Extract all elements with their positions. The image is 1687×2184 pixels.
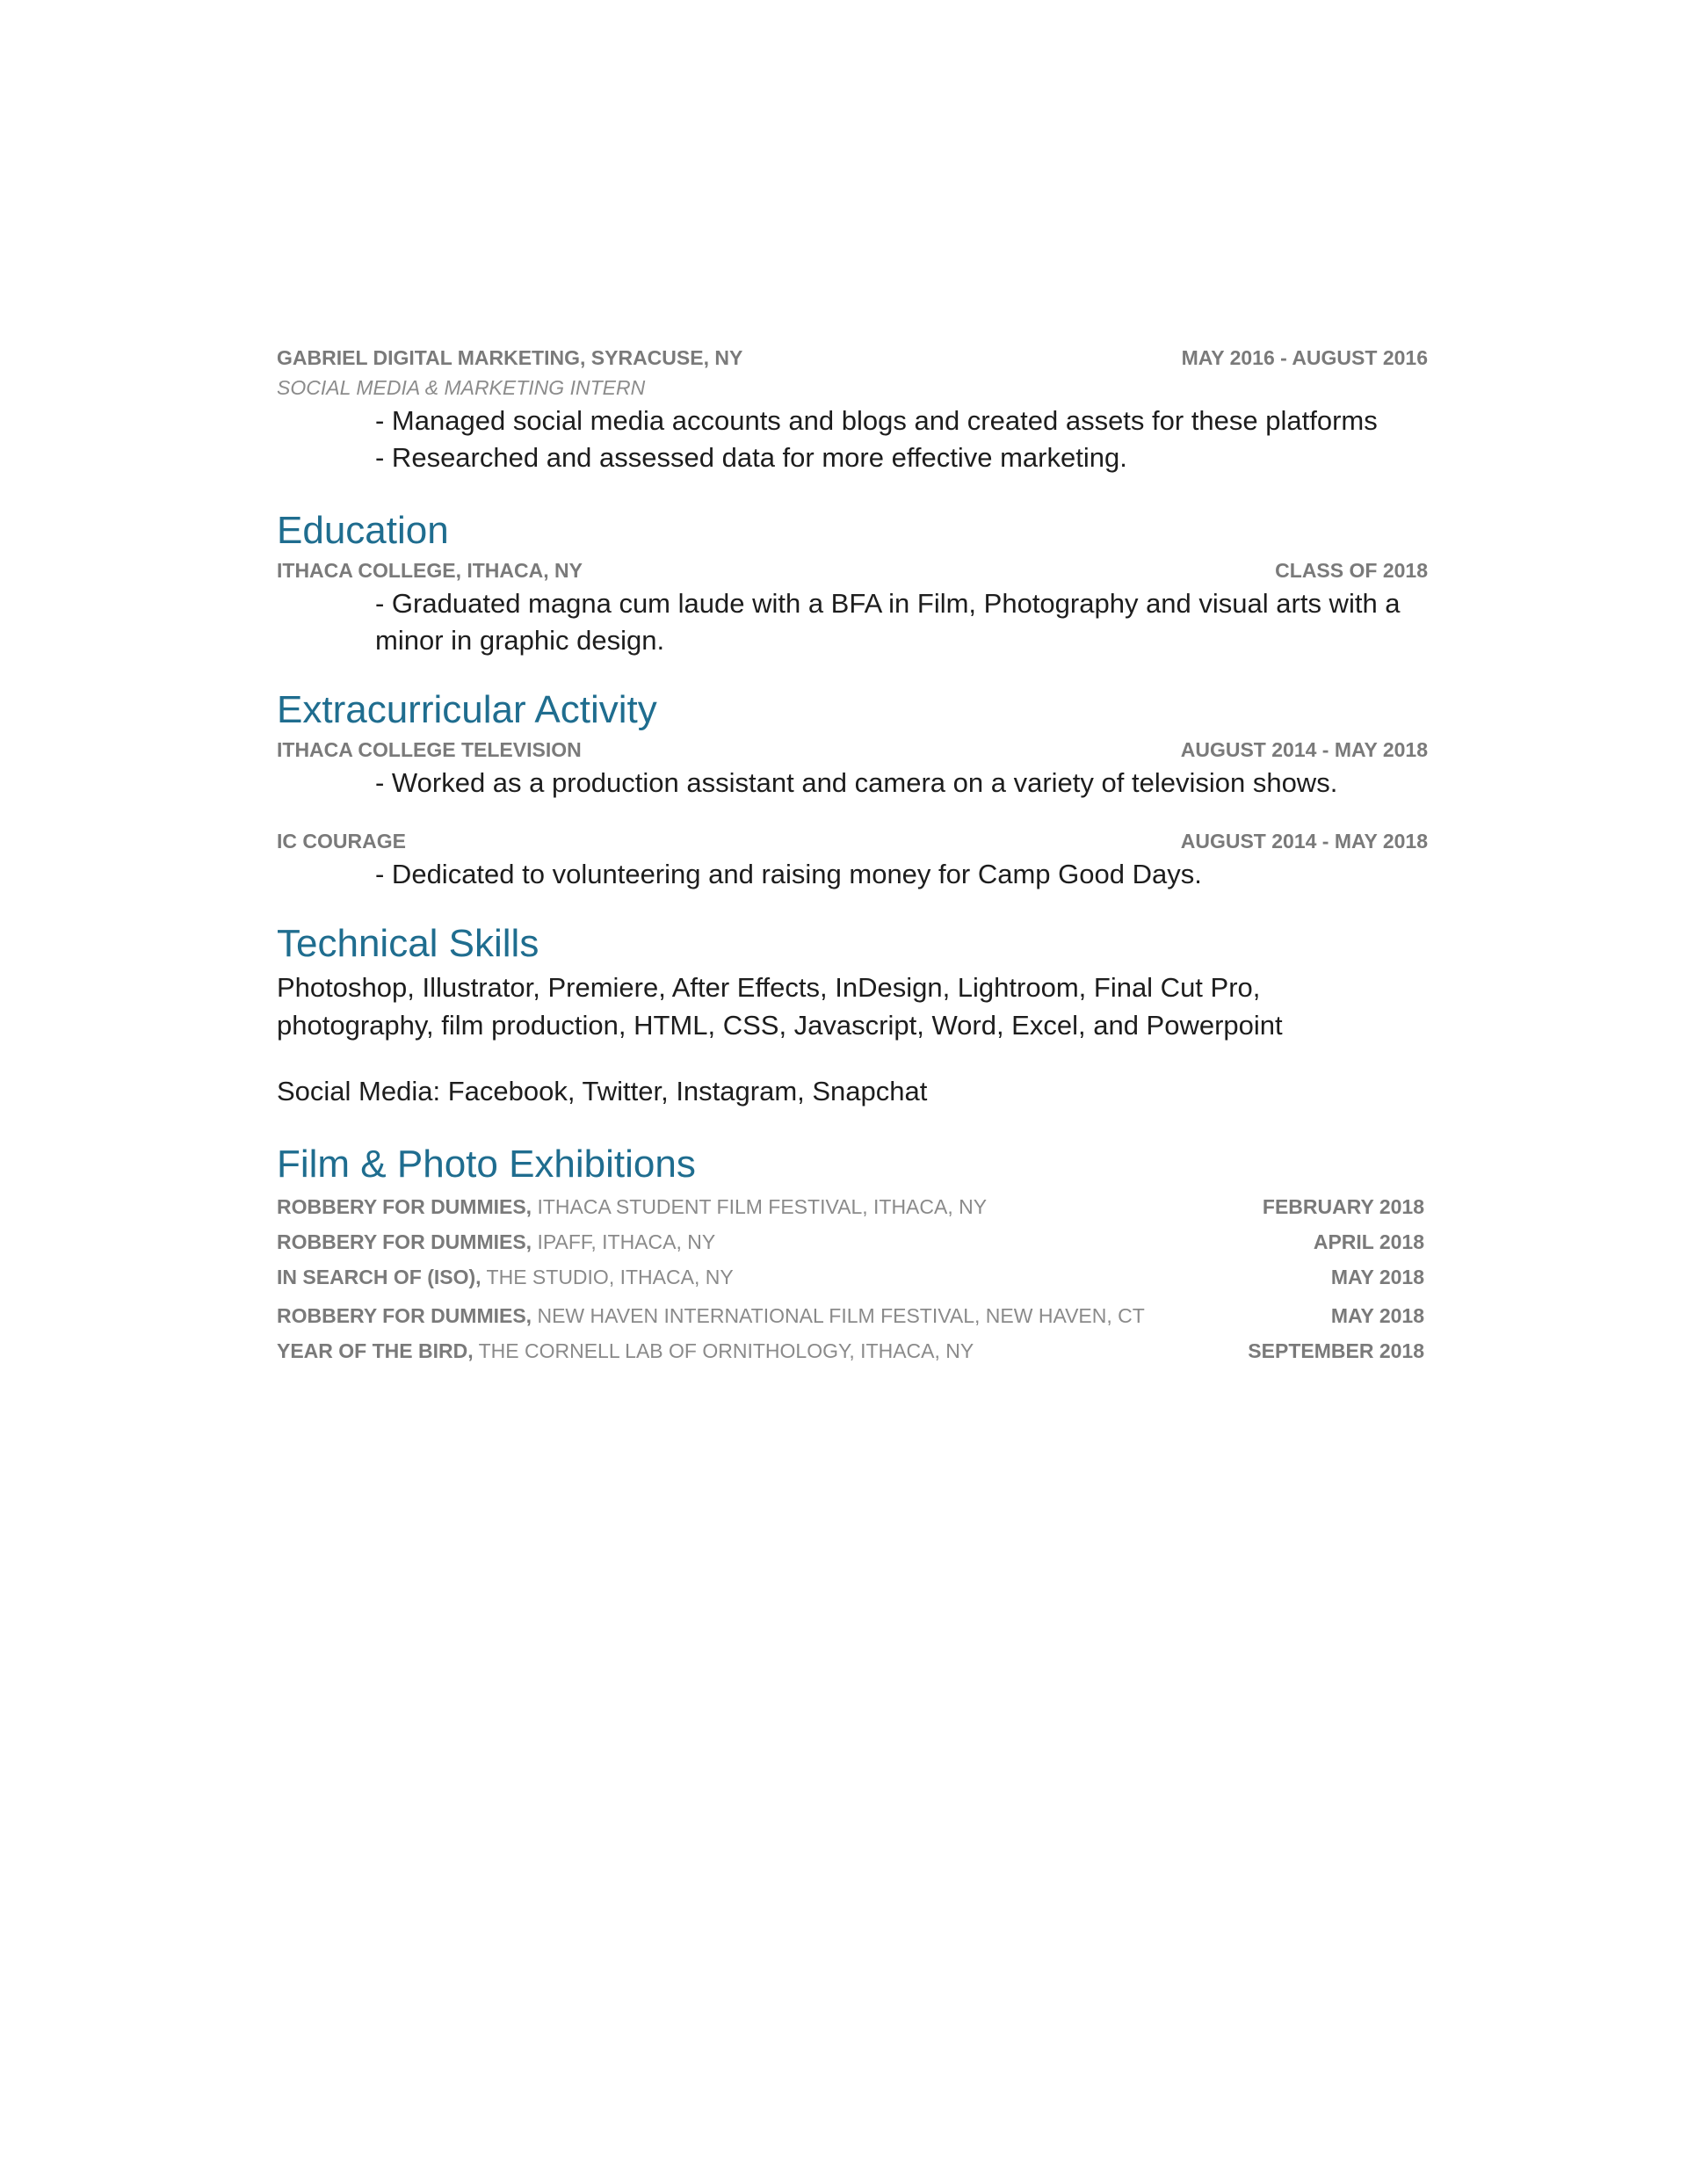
education-dates: CLASS OF 2018	[1275, 559, 1428, 582]
work-entry-header	[277, 343, 1428, 373]
skills-line: photography, film production, HTML, CSS, Javascript, Word, Excel, and Powerpoint	[277, 1010, 1283, 1041]
exhibition-row	[277, 1189, 1428, 1224]
work-title: SOCIAL MEDIA & MARKETING INTERN	[277, 376, 646, 399]
education-header	[277, 555, 1428, 585]
exhibition-date: FEBRUARY 2018	[1262, 1195, 1424, 1218]
activity-dates: AUGUST 2014 - MAY 2018	[1180, 738, 1428, 761]
exhibition-title: ROBBERY FOR DUMMIES,	[277, 1195, 532, 1218]
work-bullet: - Researched and assessed data for more effective marketing.	[375, 442, 1127, 473]
exhibition-date: MAY 2018	[1330, 1304, 1424, 1327]
activity-name: IC COURAGE	[277, 830, 406, 853]
education-bullet: - Graduated magna cum laude with a BFA in Film, Photography and visual arts with a	[375, 588, 1401, 619]
activity-bullet: - Worked as a production assistant and camera on a variety of television shows.	[375, 767, 1338, 798]
extracurricular-heading: Extracurricular Activity	[277, 688, 657, 731]
activity-bullet: - Dedicated to volunteering and raising money for Camp Good Days.	[375, 859, 1202, 889]
exhibition-row	[277, 1259, 1428, 1295]
exhibition-venue: NEW HAVEN INTERNATIONAL FILM FESTIVAL, NEW HAVEN, CT	[532, 1304, 1145, 1327]
skills-heading: Technical Skills	[277, 922, 539, 965]
social-media-line: Social Media: Facebook, Twitter, Instagram, Snapchat	[277, 1076, 928, 1107]
exhibition-row	[277, 1224, 1428, 1259]
exhibitions-heading: Film & Photo Exhibitions	[277, 1143, 696, 1186]
exhibition-date: APRIL 2018	[1313, 1230, 1424, 1253]
work-bullet: - Managed social media accounts and blogs and created assets for these platforms	[375, 405, 1378, 436]
exhibition-title: IN SEARCH OF (ISO),	[277, 1266, 481, 1288]
activity-header	[277, 735, 1428, 765]
exhibition-date: MAY 2018	[1330, 1266, 1424, 1288]
exhibition-row	[277, 1298, 1428, 1333]
exhibition-title: YEAR OF THE BIRD,	[277, 1339, 474, 1362]
education-school: ITHACA COLLEGE, ITHACA, NY	[277, 559, 583, 582]
work-dates: MAY 2016 - AUGUST 2016	[1181, 346, 1428, 369]
exhibition-date: SEPTEMBER 2018	[1248, 1339, 1424, 1362]
skills-line: Photoshop, Illustrator, Premiere, After Effects, InDesign, Lightroom, Final Cut Pro,	[277, 972, 1261, 1003]
exhibition-venue: THE STUDIO, ITHACA, NY	[481, 1266, 734, 1288]
exhibition-venue: IPAFF, ITHACA, NY	[532, 1230, 716, 1253]
exhibition-title: ROBBERY FOR DUMMIES,	[277, 1230, 532, 1253]
exhibition-venue: ITHACA STUDENT FILM FESTIVAL, ITHACA, NY	[532, 1195, 988, 1218]
education-bullet: minor in graphic design.	[375, 625, 665, 656]
activity-dates: AUGUST 2014 - MAY 2018	[1180, 830, 1428, 853]
education-heading: Education	[277, 509, 449, 552]
work-company: GABRIEL DIGITAL MARKETING, SYRACUSE, NY	[277, 346, 743, 369]
activity-name: ITHACA COLLEGE TELEVISION	[277, 738, 582, 761]
exhibition-row	[277, 1333, 1428, 1368]
exhibition-title: ROBBERY FOR DUMMIES,	[277, 1304, 532, 1327]
resume-content	[277, 343, 1428, 1368]
activity-header	[277, 826, 1428, 856]
exhibition-venue: THE CORNELL LAB OF ORNITHOLOGY, ITHACA, NY	[473, 1339, 974, 1362]
